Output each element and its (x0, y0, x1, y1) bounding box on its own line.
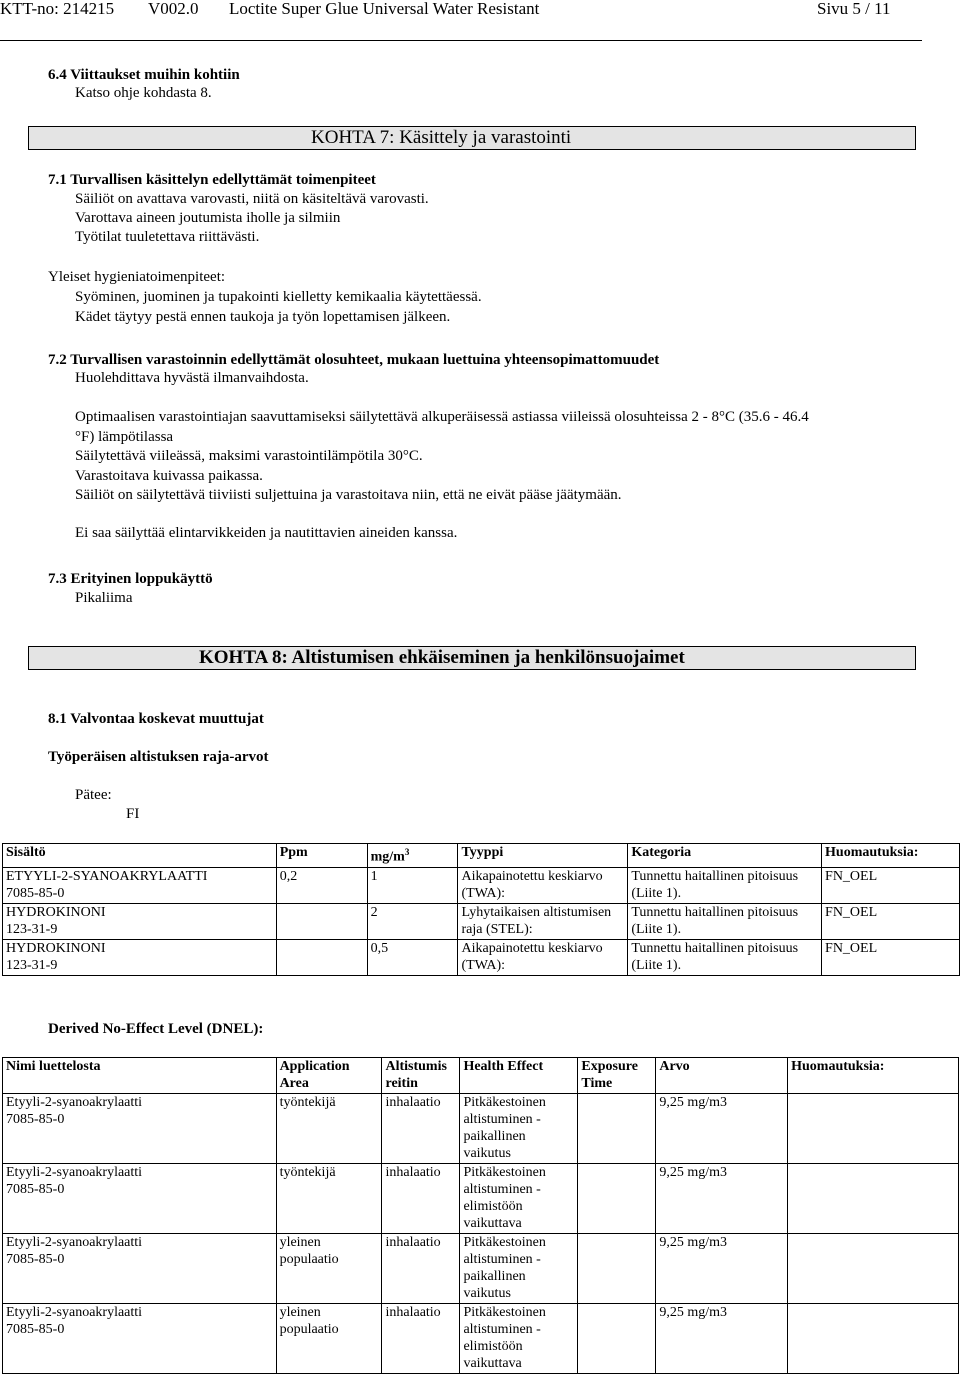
section8-title: KOHTA 8: Altistumisen ehkäiseminen ja henkilönsuojaimet (199, 647, 685, 668)
oel-cell-category (628, 867, 822, 903)
s72-storage-line-3: Säiliöt on säilytettävä tiiviisti suljettuina ja varastoitava niin, että ne eivät pääse jäätymään. (75, 487, 622, 503)
s71-hygiene-line-2: Kädet täytyy pestä ennen taukoja ja työn lopettamisen jälkeen. (75, 309, 451, 325)
dnel-exposure (578, 1164, 656, 1234)
oel-cas: 7085-85-0 (6, 885, 65, 901)
oel-cas: 123-31-9 (6, 921, 58, 937)
s81-subtitle: Työperäisen altistuksen raja-arvot (48, 749, 269, 765)
dnel-cell-effect (460, 1094, 578, 1164)
dnel-cell-name (3, 1094, 277, 1164)
dnel-effect-2: altistuminen - (463, 1252, 541, 1267)
oel-cat-2: (Liite 1). (631, 921, 682, 937)
dnel-route: inhalaatio (382, 1164, 460, 1234)
s73-text: Pikaliima (75, 590, 133, 606)
oel-ppm: 0,2 (276, 867, 367, 903)
table-row (3, 903, 960, 939)
dnel-exposure (578, 1304, 656, 1374)
oel-cell-category (628, 903, 822, 939)
oel-cell-type (458, 939, 628, 975)
table-row (3, 867, 960, 903)
dnel-cell-area (276, 1304, 382, 1374)
oel-cell-type (458, 903, 628, 939)
dnel-effect-2: altistuminen - (463, 1112, 541, 1127)
table-row (3, 1234, 959, 1304)
oel-header-mg (367, 844, 458, 868)
dnel-effect-2: altistuminen - (463, 1182, 541, 1197)
oel-header-mg-sup: 3 (404, 847, 410, 857)
dnel-value: 9,25 mg/m3 (656, 1094, 788, 1164)
dnel-effect-1: Pitkäkestoinen (463, 1305, 546, 1320)
dnel-effect-3: elimistöön (463, 1339, 523, 1354)
oel-cat-1: Tunnettu haitallinen pitoisuus (631, 904, 799, 920)
dnel-cell-area (276, 1164, 382, 1234)
dnel-area-1: yleinen (279, 1235, 321, 1250)
oel-note: FN_OEL (822, 939, 960, 975)
s71-hygiene-line-1: Syöminen, juominen ja tupakointi kielletty kemikaalia käytettäessä. (75, 289, 482, 305)
dnel-header-route (382, 1058, 460, 1094)
dnel-cas: 7085-85-0 (6, 1112, 65, 1127)
dnel-effect-2: altistuminen - (463, 1322, 541, 1337)
s71-line-1: Säiliöt on avattava varovasti, niitä on käsiteltävä varovasti. (75, 191, 429, 207)
oel-name: HYDROKINONI (6, 904, 106, 920)
oel-cas: 123-31-9 (6, 957, 58, 973)
dnel-title: Derived No-Effect Level (DNEL): (48, 1021, 264, 1037)
dnel-table (2, 1057, 959, 1374)
header-ktt: KTT-no: 214215 (0, 0, 115, 18)
oel-type-1: Lyhytaikaisen altistumisen (461, 904, 612, 920)
oel-type-1: Aikapainotettu keskiarvo (461, 868, 603, 884)
oel-type-2: (TWA): (461, 957, 506, 973)
s73-title: 7.3 Erityinen loppukäyttö (48, 571, 213, 587)
dnel-header-exposure (578, 1058, 656, 1094)
dnel-cell-name (3, 1234, 277, 1304)
dnel-name: Etyyli-2-syanoakrylaatti (6, 1235, 143, 1250)
oel-ppm (276, 939, 367, 975)
dnel-value: 9,25 mg/m3 (656, 1164, 788, 1234)
s72-optimal-line-2: °F) lämpötilassa (75, 429, 174, 445)
table-row (3, 1164, 959, 1234)
oel-mg: 2 (367, 903, 458, 939)
oel-cell-substance (3, 867, 277, 903)
dnel-effect-4: vaikutus (463, 1286, 511, 1301)
dnel-header-exp-1: Exposure (581, 1059, 638, 1074)
dnel-effect-1: Pitkäkestoinen (463, 1095, 546, 1110)
oel-header-ppm: Ppm (276, 844, 367, 868)
section7-banner (28, 126, 916, 150)
oel-type-2: raja (STEL): (461, 921, 533, 937)
section8-banner (28, 646, 916, 670)
dnel-area-2: populaatio (279, 1322, 339, 1337)
oel-header-mg-text: mg/m (370, 849, 405, 865)
dnel-notes (788, 1234, 959, 1304)
dnel-value: 9,25 mg/m3 (656, 1304, 788, 1374)
s71-line-3: Työtilat tuuletettava riittävästi. (75, 229, 260, 245)
table-row (3, 1304, 959, 1374)
dnel-header-name: Nimi luettelosta (3, 1058, 277, 1094)
header-version: V002.0 (148, 0, 199, 18)
dnel-cell-name (3, 1164, 277, 1234)
dnel-route: inhalaatio (382, 1304, 460, 1374)
dnel-exposure (578, 1234, 656, 1304)
dnel-area-1: työntekijä (279, 1095, 336, 1110)
oel-name: ETYYLI-2-SYANOAKRYLAATTI (6, 868, 208, 884)
dnel-header-value: Arvo (656, 1058, 788, 1094)
dnel-cell-effect (460, 1164, 578, 1234)
dnel-cell-effect (460, 1304, 578, 1374)
dnel-area-2: populaatio (279, 1252, 339, 1267)
dnel-effect-3: elimistöön (463, 1199, 523, 1214)
dnel-header-notes: Huomautuksia: (788, 1058, 959, 1094)
dnel-area-1: työntekijä (279, 1165, 336, 1180)
dnel-name: Etyyli-2-syanoakrylaatti (6, 1165, 143, 1180)
s72-title: 7.2 Turvallisen varastoinnin edellyttämät olosuhteet, mukaan luettuina yhteensopimattomuudet (48, 352, 660, 368)
header-product: Loctite Super Glue Universal Water Resistant (229, 0, 540, 18)
section7-title: KOHTA 7: Käsittely ja varastointi (311, 127, 572, 148)
dnel-header-route-1: Altistumis (385, 1059, 447, 1074)
dnel-exposure (578, 1094, 656, 1164)
oel-ppm (276, 903, 367, 939)
oel-cat-1: Tunnettu haitallinen pitoisuus (631, 940, 799, 956)
dnel-value: 9,25 mg/m3 (656, 1234, 788, 1304)
dnel-cas: 7085-85-0 (6, 1252, 65, 1267)
s72-line-1: Huolehdittava hyvästä ilmanvaihdosta. (75, 370, 309, 386)
s72-storage-line-1: Säilytettävä viileässä, maksimi varastointilämpötila 30°C. (75, 448, 423, 464)
dnel-effect-4: vaikuttava (463, 1356, 522, 1371)
oel-cat-2: (Liite 1). (631, 885, 682, 901)
dnel-cas: 7085-85-0 (6, 1182, 65, 1197)
oel-cell-substance (3, 903, 277, 939)
table-row (3, 1094, 959, 1164)
table-row (3, 939, 960, 975)
oel-header-content: Sisältö (3, 844, 277, 868)
oel-cat-1: Tunnettu haitallinen pitoisuus (631, 868, 799, 884)
dnel-header-exp-2: Time (581, 1076, 613, 1091)
s71-line-2: Varottava aineen joutumista iholle ja silmiin (75, 210, 341, 226)
oel-cell-category (628, 939, 822, 975)
dnel-effect-1: Pitkäkestoinen (463, 1235, 546, 1250)
oel-mg: 1 (367, 867, 458, 903)
s72-optimal-line-1: Optimaalisen varastointiajan saavuttamiseksi säilytettävä alkuperäisessä astiassa viileissä olosuhteissa 2 - 8°C (35.6 - 46.4 (75, 409, 809, 425)
s81-country: FI (126, 806, 140, 822)
dnel-cell-effect (460, 1234, 578, 1304)
dnel-cell-name (3, 1304, 277, 1374)
dnel-name: Etyyli-2-syanoakrylaatti (6, 1305, 143, 1320)
s64-text: Katso ohje kohdasta 8. (75, 85, 212, 101)
s72-storage-line-2: Varastoitava kuivassa paikassa. (75, 468, 263, 484)
oel-type-1: Aikapainotettu keskiarvo (461, 940, 603, 956)
dnel-route: inhalaatio (382, 1234, 460, 1304)
dnel-effect-4: vaikutus (463, 1146, 511, 1161)
oel-name: HYDROKINONI (6, 940, 106, 956)
oel-header-category: Kategoria (628, 844, 822, 868)
oel-header-row (3, 844, 960, 868)
dnel-effect-3: paikallinen (463, 1129, 526, 1144)
s72-food-line: Ei saa säilyttää elintarvikkeiden ja nautittavien aineiden kanssa. (75, 525, 458, 541)
dnel-area-1: yleinen (279, 1305, 321, 1320)
s71-title: 7.1 Turvallisen käsittelyn edellyttämät toimenpiteet (48, 172, 376, 188)
dnel-notes (788, 1304, 959, 1374)
dnel-cell-area (276, 1094, 382, 1164)
dnel-header-app (276, 1058, 382, 1094)
header-page: Sivu 5 / 11 (817, 0, 891, 18)
oel-cat-2: (Liite 1). (631, 957, 682, 973)
dnel-header-row (3, 1058, 959, 1094)
header-divider (0, 40, 922, 41)
oel-header-type: Tyyppi (458, 844, 628, 868)
dnel-cell-area (276, 1234, 382, 1304)
dnel-notes (788, 1164, 959, 1234)
oel-table (2, 843, 960, 976)
dnel-effect-1: Pitkäkestoinen (463, 1165, 546, 1180)
s81-applies-label: Pätee: (75, 787, 112, 803)
dnel-effect-3: paikallinen (463, 1269, 526, 1284)
dnel-header-app-1: Application (279, 1059, 350, 1074)
oel-cell-substance (3, 939, 277, 975)
oel-header-notes: Huomautuksia: (822, 844, 960, 868)
oel-type-2: (TWA): (461, 885, 506, 901)
oel-note: FN_OEL (822, 867, 960, 903)
oel-note: FN_OEL (822, 903, 960, 939)
dnel-cas: 7085-85-0 (6, 1322, 65, 1337)
oel-mg: 0,5 (367, 939, 458, 975)
s81-title: 8.1 Valvontaa koskevat muuttujat (48, 711, 264, 727)
dnel-header-app-2: Area (279, 1076, 309, 1091)
dnel-name: Etyyli-2-syanoakrylaatti (6, 1095, 143, 1110)
s64-title: 6.4 Viittaukset muihin kohtiin (48, 67, 240, 83)
dnel-route: inhalaatio (382, 1094, 460, 1164)
oel-cell-type (458, 867, 628, 903)
s71-hygiene-title: Yleiset hygieniatoimenpiteet: (48, 269, 226, 285)
dnel-header-route-2: reitin (385, 1076, 418, 1091)
dnel-header-effect: Health Effect (460, 1058, 578, 1094)
dnel-notes (788, 1094, 959, 1164)
dnel-effect-4: vaikuttava (463, 1216, 522, 1231)
